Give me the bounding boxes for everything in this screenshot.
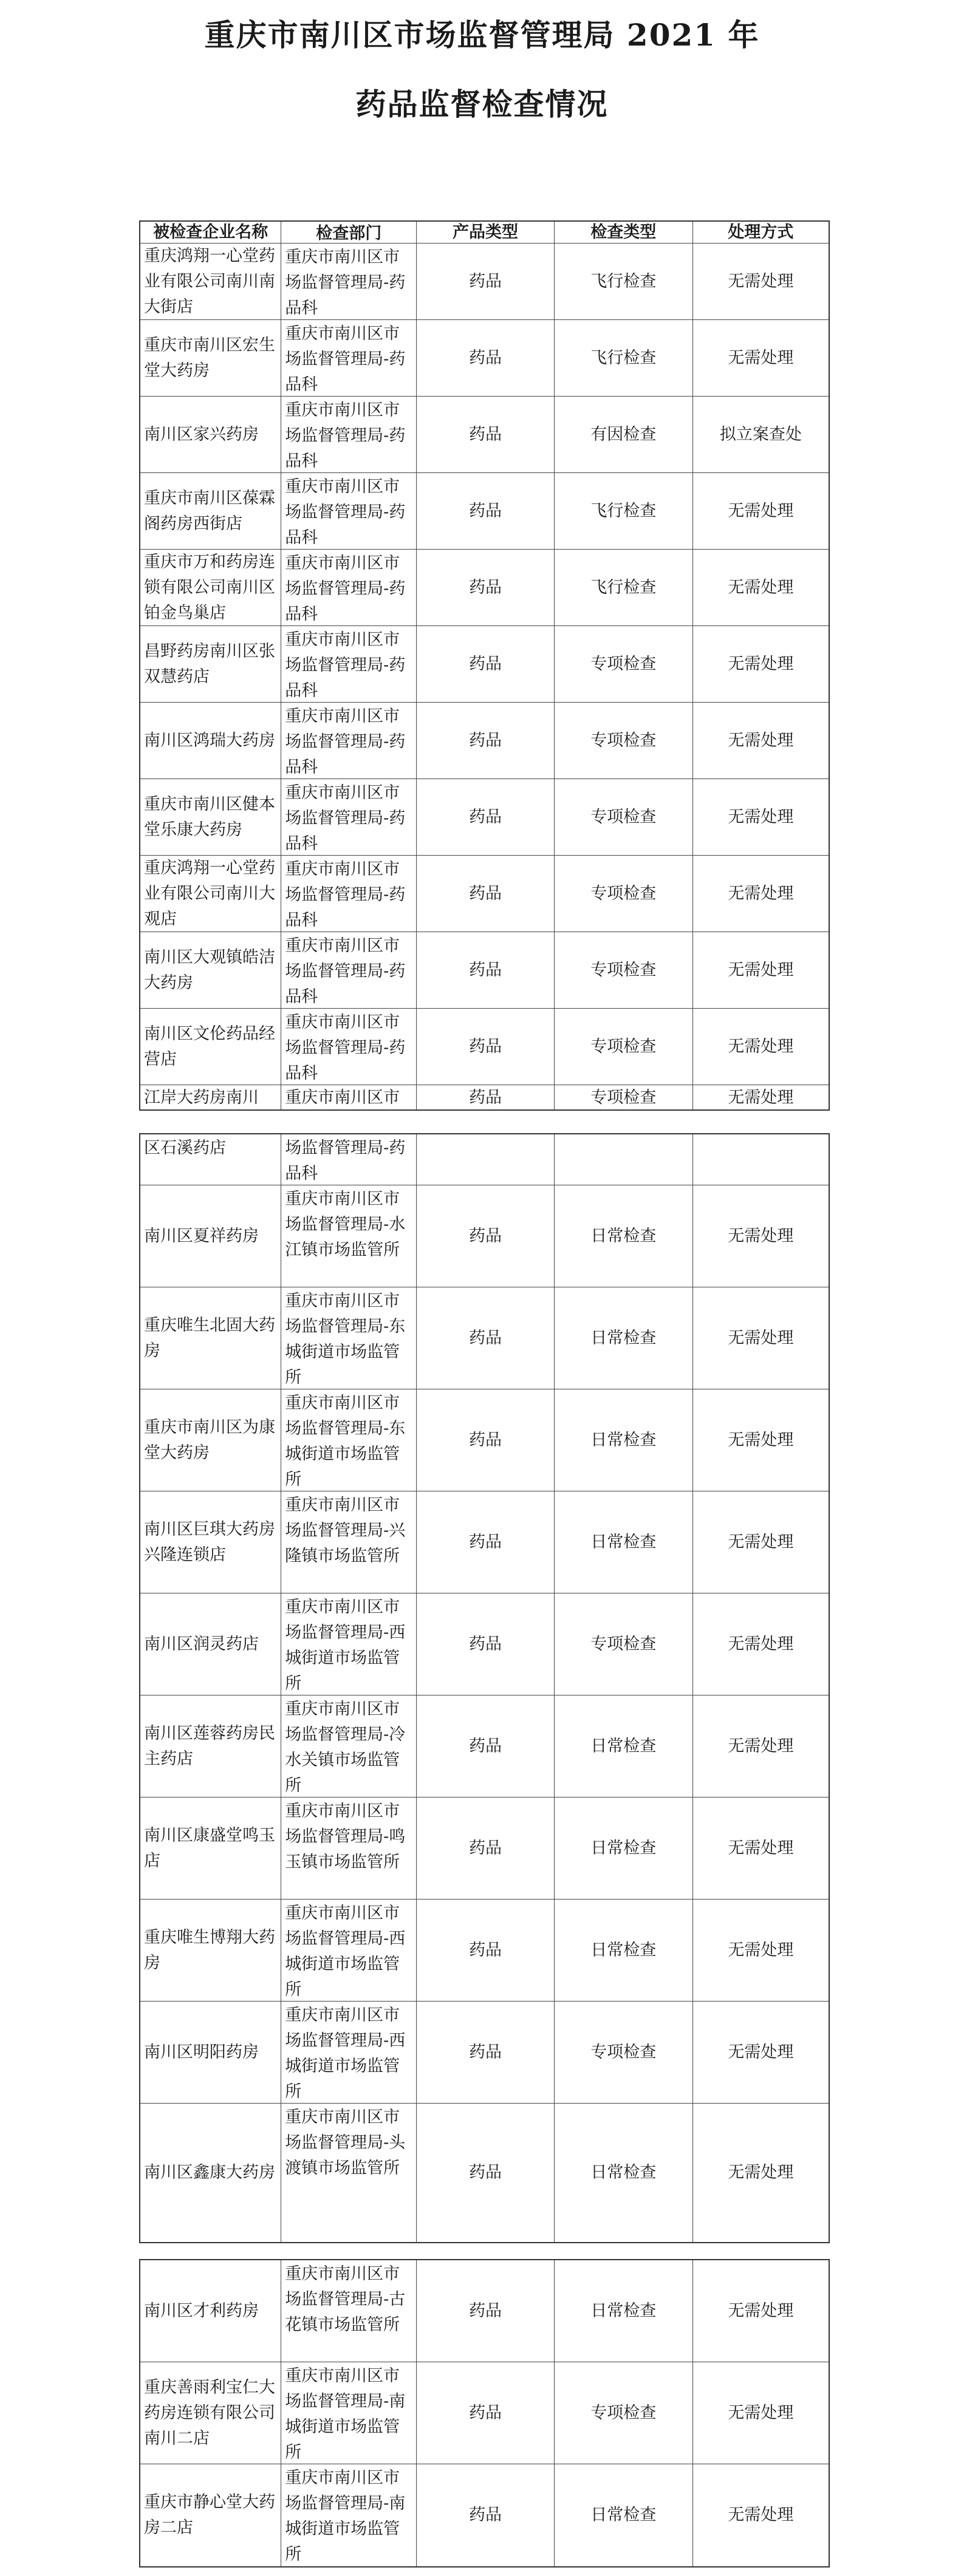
product-type-cell xyxy=(417,1185,554,1287)
inspection-type-cell xyxy=(555,1593,693,1695)
handling-result-text: 无需处理 xyxy=(728,1328,794,1348)
company-name-cell xyxy=(140,779,281,855)
product-type-text: 药品 xyxy=(469,2163,502,2182)
table-row xyxy=(140,1287,829,1389)
product-type-text: 药品 xyxy=(469,654,502,673)
company-name-text: 重庆唯生博翔大药房 xyxy=(144,1927,275,1972)
handling-result-text: 无需处理 xyxy=(728,2506,794,2524)
inspection-dept-cell xyxy=(281,1695,417,1797)
inspection-type-text: 日常检查 xyxy=(590,2506,657,2524)
table-row xyxy=(140,397,829,473)
inspection-dept-cell xyxy=(281,932,417,1008)
table-row xyxy=(140,2260,829,2362)
inspection-dept-text: 重庆市南川区市 xyxy=(285,1088,400,1107)
company-name-text: 重庆鸿翔一心堂药业有限公司南川大观店 xyxy=(144,858,275,929)
handling-result-text: 无需处理 xyxy=(728,960,794,980)
handling-result-cell xyxy=(693,2362,829,2464)
inspection-dept-cell xyxy=(281,2002,417,2103)
inspection-type-text: 专项检查 xyxy=(590,731,657,750)
handling-result-cell xyxy=(693,2104,829,2242)
company-name-cell xyxy=(140,320,281,396)
inspection-type-text: 日常检查 xyxy=(590,1838,657,1858)
inspection-type-text: 日常检查 xyxy=(590,2301,657,2320)
inspection-type-text: 日常检查 xyxy=(590,2163,657,2182)
company-name-text: 重庆市万和药房连锁有限公司南川区铂金鸟巢店 xyxy=(144,552,275,622)
product-type-cell xyxy=(417,779,554,855)
product-type-cell xyxy=(417,703,554,779)
company-name-cell xyxy=(140,244,281,319)
company-name-text: 重庆市静心堂大药房二店 xyxy=(144,2493,275,2537)
inspection-type-cell xyxy=(555,1695,693,1797)
product-type-cell xyxy=(417,397,554,472)
product-type-cell xyxy=(417,932,554,1008)
handling-result-text: 无需处理 xyxy=(728,1838,794,1858)
inspection-type-text: 日常检查 xyxy=(590,1532,657,1552)
inspection-dept-cell xyxy=(281,1134,417,1185)
handling-result-cell xyxy=(693,626,829,702)
inspection-dept-text: 重庆市南川区市场监督管理局-古花镇市场监管所 xyxy=(285,2264,406,2334)
inspection-type-cell xyxy=(555,856,693,932)
company-name-cell xyxy=(140,1287,281,1389)
table-row xyxy=(140,626,829,703)
column-header: 检查类型 xyxy=(555,222,693,243)
inspection-dept-text: 重庆市南川区市场监督管理局-兴隆镇市场监管所 xyxy=(285,1496,406,1566)
product-type-cell xyxy=(417,2362,554,2464)
company-name-cell xyxy=(140,2464,281,2566)
document-subtitle: 药品监督检查情况 xyxy=(355,86,609,122)
inspection-type-cell xyxy=(555,703,693,779)
inspection-type-cell xyxy=(555,779,693,855)
product-type-text: 药品 xyxy=(469,2042,502,2062)
company-name-cell xyxy=(140,1185,281,1287)
product-type-text: 药品 xyxy=(469,1430,502,1450)
table-row xyxy=(140,779,829,856)
product-type-text: 药品 xyxy=(469,348,502,367)
handling-result-text: 无需处理 xyxy=(728,348,794,367)
inspection-dept-cell xyxy=(281,550,417,625)
product-type-text: 药品 xyxy=(469,2506,502,2524)
product-type-cell xyxy=(417,473,554,549)
table-row xyxy=(140,856,829,932)
column-header: 被检查企业名称 xyxy=(140,222,281,243)
inspection-type-cell xyxy=(555,550,693,625)
inspection-table-page-1 xyxy=(139,220,830,1111)
handling-result-text: 无需处理 xyxy=(728,2042,794,2062)
inspection-dept-text: 重庆市南川区市场监督管理局-药品科 xyxy=(285,248,406,318)
inspection-type-text: 飞行检查 xyxy=(590,578,657,597)
handling-result-text: 无需处理 xyxy=(728,1634,794,1654)
table-row xyxy=(140,550,829,626)
inspection-type-cell xyxy=(555,320,693,396)
handling-result-cell xyxy=(693,779,829,855)
table-row xyxy=(140,703,829,779)
inspection-type-text: 专项检查 xyxy=(590,2403,657,2422)
handling-result-text: 无需处理 xyxy=(728,654,794,673)
inspection-dept-cell xyxy=(281,1900,417,2001)
inspection-dept-text: 重庆市南川区市场监督管理局-药品科 xyxy=(285,1013,406,1083)
inspection-type-cell xyxy=(555,1085,693,1109)
product-type-text: 药品 xyxy=(469,501,502,520)
inspection-dept-cell xyxy=(281,1797,417,1899)
inspection-dept-text: 重庆市南川区市场监督管理局-东城街道市场监管所 xyxy=(285,1394,406,1489)
company-name-cell xyxy=(140,932,281,1008)
handling-result-cell xyxy=(693,1287,829,1389)
handling-result-text: 无需处理 xyxy=(728,578,794,597)
company-name-cell xyxy=(140,1491,281,1593)
inspection-dept-cell xyxy=(281,2464,417,2566)
company-name-text: 区石溪药店 xyxy=(144,1139,226,1157)
inspection-type-text: 日常检查 xyxy=(590,1736,657,1756)
table-row xyxy=(140,1491,829,1593)
inspection-dept-cell xyxy=(281,2362,417,2464)
inspection-dept-text: 重庆市南川区市场监督管理局-药品科 xyxy=(285,936,406,1006)
handling-result-text: 无需处理 xyxy=(728,1940,794,1960)
handling-result-text: 无需处理 xyxy=(728,1037,794,1056)
product-type-cell xyxy=(417,1085,554,1109)
company-name-cell xyxy=(140,1389,281,1491)
product-type-text: 药品 xyxy=(469,1532,502,1552)
inspection-dept-text: 场监督管理局-药品科 xyxy=(285,1139,406,1183)
inspection-type-text: 飞行检查 xyxy=(590,348,657,367)
inspection-type-cell xyxy=(555,932,693,1008)
inspection-dept-cell xyxy=(281,1085,417,1109)
inspection-type-text: 日常检查 xyxy=(590,1940,657,1960)
table-row xyxy=(140,1900,829,2002)
handling-result-text: 无需处理 xyxy=(728,271,794,291)
company-name-cell xyxy=(140,1134,281,1185)
inspection-dept-text: 重庆市南川区市场监督管理局-药品科 xyxy=(285,324,406,394)
inspection-dept-text: 重庆市南川区市场监督管理局-水江镇市场监管所 xyxy=(285,1190,406,1259)
company-name-cell xyxy=(140,1797,281,1899)
inspection-dept-text: 重庆市南川区市场监督管理局-南城街道市场监管所 xyxy=(285,2366,406,2462)
company-name-text: 南川区明阳药房 xyxy=(144,2042,259,2062)
inspection-type-cell xyxy=(555,2464,693,2566)
inspection-dept-cell xyxy=(281,1009,417,1085)
inspection-dept-cell xyxy=(281,703,417,779)
handling-result-text: 无需处理 xyxy=(728,1088,794,1107)
table-row xyxy=(140,1009,829,1085)
table-row xyxy=(140,2104,829,2242)
column-header: 检查部门 xyxy=(281,222,417,243)
handling-result-text: 无需处理 xyxy=(728,2163,794,2182)
product-type-text: 药品 xyxy=(469,1037,502,1056)
handling-result-text: 无需处理 xyxy=(728,501,794,520)
company-name-text: 重庆市南川区宏生堂大药房 xyxy=(144,335,275,380)
inspection-type-cell xyxy=(555,1134,693,1185)
inspection-dept-text: 重庆市南川区市场监督管理局-冷水关镇市场监管所 xyxy=(285,1700,406,1795)
inspection-dept-cell xyxy=(281,320,417,396)
company-name-text: 重庆市南川区葆霖阁药房西街店 xyxy=(144,488,275,533)
handling-result-cell xyxy=(693,932,829,1008)
product-type-cell xyxy=(417,1797,554,1899)
inspection-type-cell xyxy=(555,473,693,549)
product-type-text: 药品 xyxy=(469,1838,502,1858)
inspection-dept-cell xyxy=(281,1491,417,1593)
company-name-text: 南川区莲蓉药房民主药店 xyxy=(144,1723,275,1768)
product-type-cell xyxy=(417,2002,554,2103)
handling-result-text: 无需处理 xyxy=(728,2301,794,2320)
inspection-type-text: 专项检查 xyxy=(590,1088,657,1107)
handling-result-cell xyxy=(693,1134,829,1185)
company-name-text: 江岸大药房南川 xyxy=(144,1088,259,1107)
company-name-text: 昌野药房南川区张双慧药店 xyxy=(144,641,275,686)
product-type-cell xyxy=(417,244,554,319)
inspection-dept-cell xyxy=(281,626,417,702)
product-type-text: 药品 xyxy=(469,424,502,444)
company-name-cell xyxy=(140,1695,281,1797)
handling-result-cell xyxy=(693,856,829,932)
handling-result-cell xyxy=(693,1593,829,1695)
company-name-cell xyxy=(140,1593,281,1695)
inspection-type-text: 飞行检查 xyxy=(590,271,657,291)
inspection-type-cell xyxy=(555,1009,693,1085)
inspection-type-cell xyxy=(555,1185,693,1287)
company-name-cell xyxy=(140,2362,281,2464)
product-type-text: 药品 xyxy=(469,884,502,903)
company-name-cell xyxy=(140,397,281,472)
handling-result-text: 无需处理 xyxy=(728,1430,794,1450)
handling-result-cell xyxy=(693,320,829,396)
company-name-cell xyxy=(140,2260,281,2362)
product-type-text: 药品 xyxy=(469,1226,502,1245)
table-row xyxy=(140,2362,829,2464)
inspection-table-page-3 xyxy=(139,2259,830,2567)
inspection-type-text: 专项检查 xyxy=(590,2042,657,2062)
product-type-text: 药品 xyxy=(469,2403,502,2422)
handling-result-text: 无需处理 xyxy=(728,1226,794,1245)
company-name-text: 南川区夏祥药房 xyxy=(144,1226,259,1245)
inspection-type-cell xyxy=(555,1491,693,1593)
inspection-dept-text: 重庆市南川区市场监督管理局-鸣玉镇市场监管所 xyxy=(285,1802,406,1872)
inspection-dept-text: 重庆市南川区市场监督管理局-药品科 xyxy=(285,401,406,471)
product-type-cell xyxy=(417,1009,554,1085)
table-row xyxy=(140,1134,829,1185)
product-type-text: 药品 xyxy=(469,807,502,826)
product-type-cell xyxy=(417,856,554,932)
table-row xyxy=(140,1085,829,1109)
handling-result-cell xyxy=(693,2260,829,2362)
table-row xyxy=(140,473,829,550)
handling-result-cell xyxy=(693,703,829,779)
company-name-text: 重庆善雨利宝仁大药房连锁有限公司南川二店 xyxy=(144,2377,275,2448)
company-name-text: 南川区鸿瑞大药房 xyxy=(144,731,275,750)
table-row xyxy=(140,1797,829,1900)
inspection-type-cell xyxy=(555,2002,693,2103)
table-row xyxy=(140,932,829,1009)
company-name-text: 南川区鑫康大药房 xyxy=(144,2163,275,2182)
inspection-dept-cell xyxy=(281,856,417,932)
table-row xyxy=(140,2464,829,2566)
product-type-cell xyxy=(417,1287,554,1389)
company-name-cell xyxy=(140,1085,281,1109)
inspection-dept-text: 重庆市南川区市场监督管理局-药品科 xyxy=(285,477,406,547)
product-type-text: 药品 xyxy=(469,1940,502,1960)
inspection-type-cell xyxy=(555,2362,693,2464)
product-type-text: 药品 xyxy=(469,960,502,980)
product-type-cell xyxy=(417,626,554,702)
inspection-type-text: 飞行检查 xyxy=(590,501,657,520)
inspection-type-cell xyxy=(555,1287,693,1389)
inspection-dept-cell xyxy=(281,1185,417,1287)
inspection-type-text: 日常检查 xyxy=(590,1226,657,1245)
handling-result-cell xyxy=(693,2464,829,2566)
inspection-dept-text: 重庆市南川区市场监督管理局-西城街道市场监管所 xyxy=(285,2006,406,2101)
table-row xyxy=(140,1593,829,1695)
inspection-dept-cell xyxy=(281,397,417,472)
inspection-type-text: 日常检查 xyxy=(590,1328,657,1348)
company-name-text: 重庆市南川区健本堂乐康大药房 xyxy=(144,794,275,839)
handling-result-cell xyxy=(693,244,829,319)
company-name-text: 南川区家兴药房 xyxy=(144,424,259,444)
company-name-text: 南川区康盛堂鸣玉店 xyxy=(144,1825,275,1870)
inspection-type-text: 专项检查 xyxy=(590,1634,657,1654)
inspection-type-text: 专项检查 xyxy=(590,654,657,673)
company-name-text: 南川区巨琪大药房兴隆连锁店 xyxy=(144,1519,275,1564)
company-name-text: 重庆唯生北固大药房 xyxy=(144,1315,275,1360)
product-type-text: 药品 xyxy=(469,1634,502,1654)
company-name-cell xyxy=(140,2104,281,2242)
product-type-cell xyxy=(417,1134,554,1185)
inspection-dept-text: 重庆市南川区市场监督管理局-东城街道市场监管所 xyxy=(285,1292,406,1387)
product-type-text: 药品 xyxy=(469,1088,502,1107)
company-name-text: 南川区文伦药品经营店 xyxy=(144,1024,275,1069)
inspection-type-text: 专项检查 xyxy=(590,960,657,980)
handling-result-cell xyxy=(693,1085,829,1109)
product-type-cell xyxy=(417,1900,554,2001)
table-row xyxy=(140,244,829,320)
inspection-type-cell xyxy=(555,1900,693,2001)
document-title: 重庆市南川区市场监督管理局 2021 年 xyxy=(204,17,760,53)
company-name-text: 重庆鸿翔一心堂药业有限公司南川南大街店 xyxy=(144,246,275,316)
inspection-type-cell xyxy=(555,1389,693,1491)
inspection-dept-text: 重庆市南川区市场监督管理局-药品科 xyxy=(285,554,406,624)
inspection-dept-text: 重庆市南川区市场监督管理局-头渡镇市场监管所 xyxy=(285,2108,406,2178)
company-name-cell xyxy=(140,703,281,779)
inspection-dept-text: 重庆市南川区市场监督管理局-药品科 xyxy=(285,630,406,700)
inspection-type-text: 专项检查 xyxy=(590,807,657,826)
inspection-type-text: 专项检查 xyxy=(590,884,657,903)
product-type-cell xyxy=(417,2104,554,2242)
product-type-cell xyxy=(417,2464,554,2566)
inspection-type-cell xyxy=(555,2260,693,2362)
handling-result-text: 无需处理 xyxy=(728,1736,794,1756)
product-type-text: 药品 xyxy=(469,271,502,291)
handling-result-cell xyxy=(693,473,829,549)
product-type-cell xyxy=(417,1491,554,1593)
inspection-dept-cell xyxy=(281,244,417,319)
inspection-dept-text: 重庆市南川区市场监督管理局-南城街道市场监管所 xyxy=(285,2469,406,2564)
handling-result-text: 拟立案查处 xyxy=(719,424,802,444)
handling-result-cell xyxy=(693,1389,829,1491)
product-type-cell xyxy=(417,1389,554,1491)
handling-result-cell xyxy=(693,397,829,472)
table-row xyxy=(140,1185,829,1287)
handling-result-cell xyxy=(693,1797,829,1899)
company-name-text: 南川区润灵药店 xyxy=(144,1634,259,1654)
handling-result-cell xyxy=(693,1900,829,2001)
inspection-dept-cell xyxy=(281,2104,417,2242)
handling-result-cell xyxy=(693,1491,829,1593)
handling-result-cell xyxy=(693,2002,829,2103)
company-name-cell xyxy=(140,550,281,625)
inspection-dept-text: 重庆市南川区市场监督管理局-药品科 xyxy=(285,707,406,777)
company-name-text: 重庆市南川区为康堂大药房 xyxy=(144,1417,275,1462)
table-row xyxy=(140,1389,829,1491)
table-row xyxy=(140,2002,829,2104)
inspection-dept-cell xyxy=(281,1593,417,1695)
inspection-type-text: 专项检查 xyxy=(590,1037,657,1056)
inspection-type-cell xyxy=(555,2104,693,2242)
inspection-dept-text: 重庆市南川区市场监督管理局-药品科 xyxy=(285,783,406,853)
company-name-cell xyxy=(140,2002,281,2103)
company-name-cell xyxy=(140,856,281,932)
inspection-dept-cell xyxy=(281,1287,417,1389)
table-header-row xyxy=(140,222,829,244)
inspection-dept-cell xyxy=(281,2260,417,2362)
product-type-cell xyxy=(417,1695,554,1797)
product-type-text: 药品 xyxy=(469,1328,502,1348)
inspection-dept-cell xyxy=(281,473,417,549)
table-row xyxy=(140,320,829,397)
inspection-type-cell xyxy=(555,244,693,319)
handling-result-cell xyxy=(693,1009,829,1085)
inspection-dept-cell xyxy=(281,1389,417,1491)
table-row xyxy=(140,1695,829,1797)
handling-result-text: 无需处理 xyxy=(728,2403,794,2422)
company-name-cell xyxy=(140,473,281,549)
inspection-type-text: 有因检查 xyxy=(590,424,657,444)
product-type-text: 药品 xyxy=(469,2301,502,2320)
handling-result-text: 无需处理 xyxy=(728,1532,794,1552)
inspection-dept-text: 重庆市南川区市场监督管理局-西城街道市场监管所 xyxy=(285,1904,406,1999)
company-name-cell xyxy=(140,1009,281,1085)
company-name-text: 南川区大观镇皓洁大药房 xyxy=(144,947,275,992)
inspection-type-cell xyxy=(555,397,693,472)
inspection-type-cell xyxy=(555,1797,693,1899)
handling-result-text: 无需处理 xyxy=(728,731,794,750)
company-name-cell xyxy=(140,626,281,702)
product-type-cell xyxy=(417,550,554,625)
product-type-cell xyxy=(417,320,554,396)
column-header: 处理方式 xyxy=(728,222,794,242)
inspection-type-text: 日常检查 xyxy=(590,1430,657,1450)
product-type-cell xyxy=(417,2260,554,2362)
inspection-table-page-2 xyxy=(139,1133,830,2243)
inspection-dept-text: 重庆市南川区市场监督管理局-药品科 xyxy=(285,860,406,930)
product-type-text: 药品 xyxy=(469,731,502,750)
product-type-text: 药品 xyxy=(469,1736,502,1756)
product-type-text: 药品 xyxy=(469,578,502,597)
handling-result-cell xyxy=(693,1695,829,1797)
handling-result-cell xyxy=(693,1185,829,1287)
company-name-cell xyxy=(140,1900,281,2001)
company-name-text: 南川区才利药房 xyxy=(144,2301,259,2320)
handling-result-text: 无需处理 xyxy=(728,884,794,903)
inspection-type-cell xyxy=(555,626,693,702)
column-header: 产品类型 xyxy=(417,222,554,243)
inspection-dept-cell xyxy=(281,779,417,855)
handling-result-text: 无需处理 xyxy=(728,807,794,826)
product-type-cell xyxy=(417,1593,554,1695)
inspection-dept-text: 重庆市南川区市场监督管理局-西城街道市场监管所 xyxy=(285,1598,406,1693)
handling-result-cell xyxy=(693,550,829,625)
